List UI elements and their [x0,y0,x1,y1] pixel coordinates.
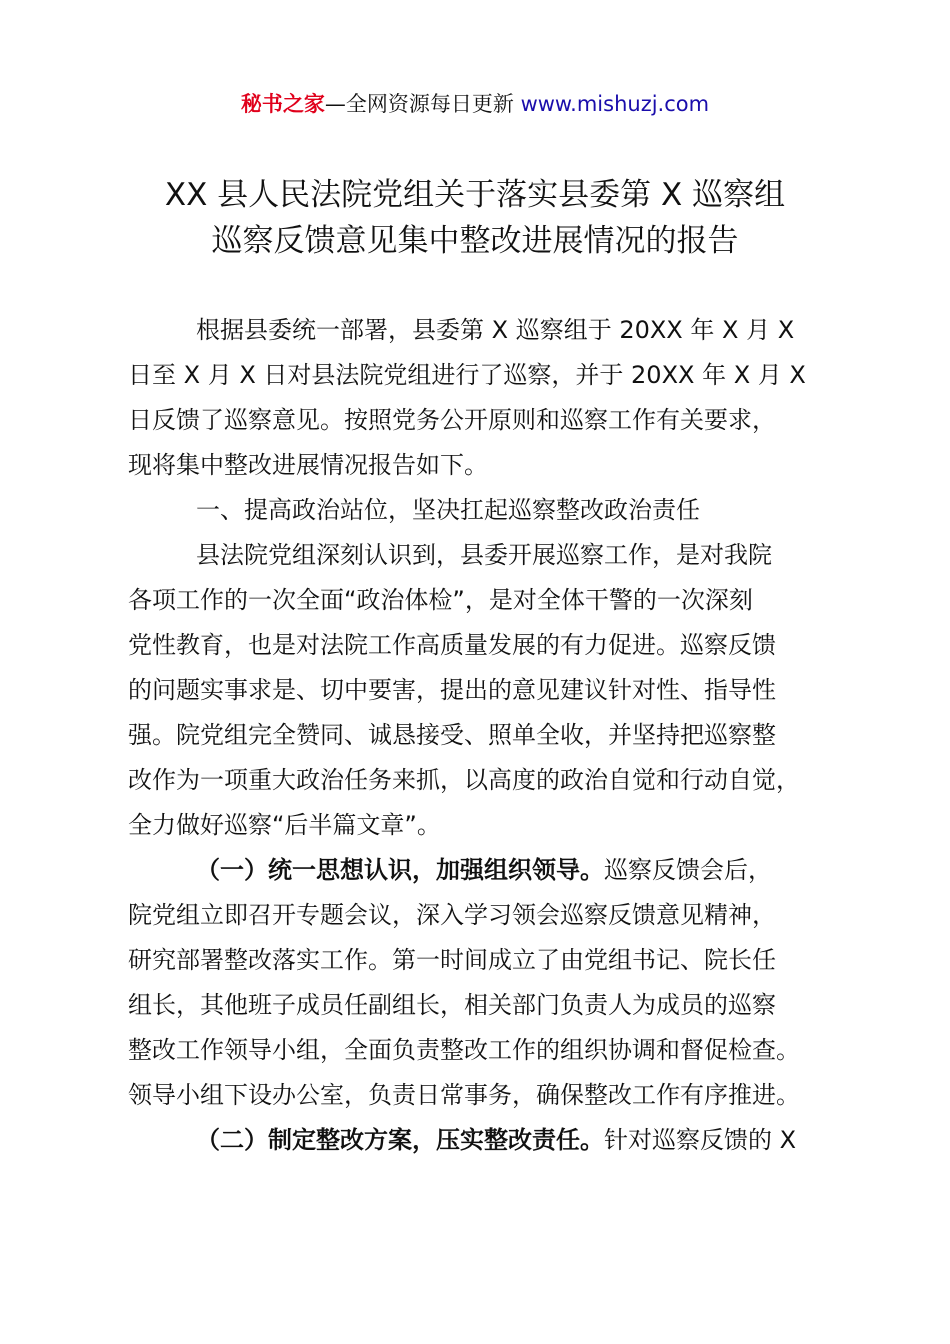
text-line: 改作为一项重大政治任务来抓，以高度的政治自觉和行动自觉， [128,766,800,794]
text-line: 组长，其他班子成员任副组长，相关部门负责人为成员的巡察 [128,991,776,1019]
document-body [128,308,840,1163]
text-line [128,1118,840,1163]
paragraph-intro [128,308,840,488]
subsection-lead-1: 巡察反馈会后， [604,856,772,884]
subsection-lead-2: 针对巡察反馈的 X [604,1126,797,1154]
text-line: 的问题实事求是、切中要害，提出的意见建议针对性、指导性 [128,676,776,704]
text-line: 研究部署整改落实工作。第一时间成立了由党组书记、院长任 [128,946,776,974]
header-tagline: —全网资源每日更新 [324,92,521,116]
paragraph-section-1 [128,533,840,848]
site-header [0,88,950,120]
text-line: 日反馈了巡察意见。按照党务公开原则和巡察工作有关要求， [128,406,776,434]
text-line: 全力做好巡察“后半篇文章”。 [128,811,441,839]
text-line: 日至 X 月 X 日对县法院党组进行了巡察，并于 20XX 年 X 月 X [128,361,806,389]
text-line: 各项工作的一次全面“政治体检”，是对全体干警的一次深刻 [128,586,753,614]
text-line: 整改工作领导小组，全面负责整改工作的组织协调和督促检查。 [128,1036,800,1064]
paragraph-subsection-2 [128,1118,840,1163]
paragraph-subsection-1 [128,848,840,1118]
subsection-heading-2: （二）制定整改方案，压实整改责任。 [196,1126,604,1154]
title-line-1: XX 县人民法院党组关于落实县委第 X 巡察组 [164,177,786,213]
brand-name: 秘书之家 [240,92,325,116]
text-line: 院党组立即召开专题会议，深入学习领会巡察反馈意见精神， [128,901,776,929]
subsection-heading-1: （一）统一思想认识，加强组织领导。 [196,856,604,884]
text-line: 强。院党组完全赞同、诚恳接受、照单全收，并坚持把巡察整 [128,721,776,749]
title-line-2: 巡察反馈意见集中整改进展情况的报告 [211,223,739,259]
site-url-link[interactable]: www.mishuzj.com [520,92,710,116]
document-title [40,172,910,264]
text-line [128,848,840,893]
text-line: 领导小组下设办公室，负责日常事务，确保整改工作有序推进。 [128,1081,800,1109]
text-line: 党性教育，也是对法院工作高质量发展的有力促进。巡察反馈 [128,631,776,659]
text-line: 根据县委统一部署，县委第 X 巡察组于 20XX 年 X 月 X [196,316,795,344]
text-line: 现将集中整改进展情况报告如下。 [128,451,488,479]
text-line: 县法院党组深刻认识到，县委开展巡察工作，是对我院 [196,541,772,569]
section-heading-1: 一、提高政治站位，坚决扛起巡察整改政治责任 [196,496,700,524]
